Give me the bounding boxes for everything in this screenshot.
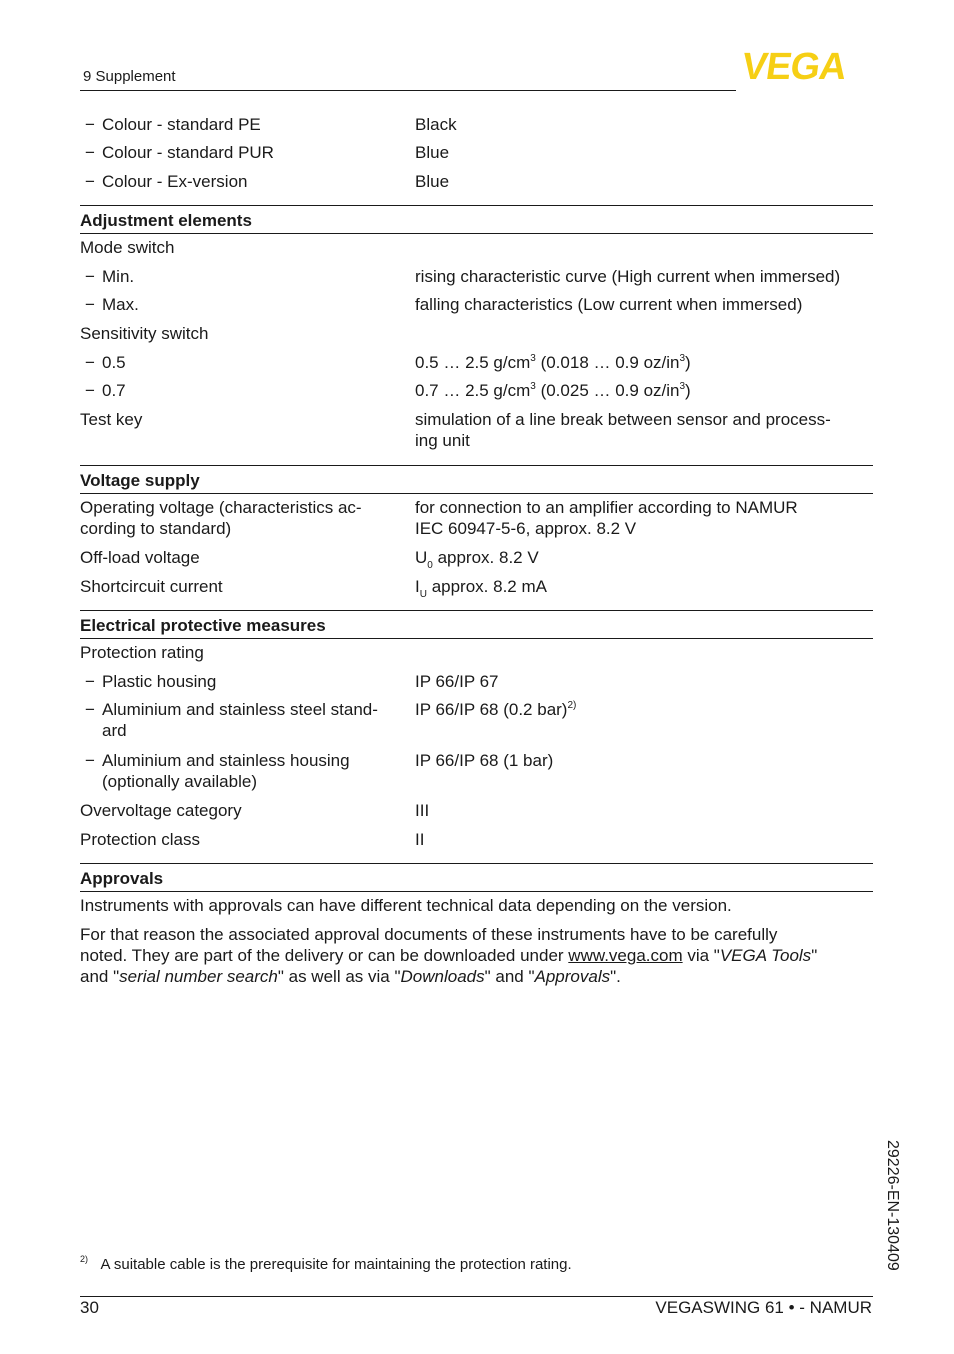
approvals-paragraph-2: For that reason the associated approval documents of these instruments have to be carefully noted. They are part of the delivery or can be downloaded under www.vega.com via "VEGA Tools" and "serial number search" as well as via "Downloads" and "Approvals". <box>80 925 818 986</box>
dash: − <box>85 381 95 400</box>
s05-label: 0.5 <box>102 353 126 372</box>
colour-ex-label: Colour - Ex-version <box>102 172 248 191</box>
overvoltage-value: III <box>415 801 430 820</box>
section-rule-top <box>80 205 873 206</box>
section-rule-bottom <box>80 638 873 639</box>
dash: − <box>85 295 95 314</box>
s05-value: 0.5 … 2.5 $g/cm^3$ (0.018 … 0.9 $oz/in^3$) <box>415 353 691 372</box>
dash: − <box>85 700 95 719</box>
offload-voltage-value: $U_0$ approx. 8.2 V <box>415 548 539 571</box>
approvals-paragraph-1: Instruments with approvals can have different technical data depending on the version. <box>80 896 732 915</box>
dash: − <box>85 267 95 286</box>
row-colour-pe <box>80 114 873 135</box>
colour-ex-value: Blue <box>415 172 450 191</box>
section-rule-top <box>80 610 873 611</box>
document-code: 29226-EN-130409 <box>884 1140 901 1271</box>
operating-voltage-label: Operating voltage (characteristics ac- cording to standard) <box>80 498 362 538</box>
dash: − <box>85 143 95 162</box>
s07-value: 0.7 … 2.5 $g/cm^3$ (0.025 … 0.9 $oz/in^3$) <box>415 381 691 400</box>
shortcircuit-label: Shortcircuit current <box>80 577 223 596</box>
dash: − <box>85 751 95 770</box>
protection-class-value: II <box>415 830 425 849</box>
row-alu-standard <box>80 699 873 741</box>
sensitivity-switch-label: Sensitivity switch <box>80 324 209 343</box>
dash: − <box>85 115 95 134</box>
section-adjustment-title: Adjustment elements <box>80 211 252 230</box>
protection-class-label: Protection class <box>80 830 200 849</box>
max-value: falling characteristics (Low current when immersed) <box>415 295 803 314</box>
section-title: 9 Supplement <box>83 68 176 85</box>
colour-pe-label: Colour - standard PE <box>102 115 261 134</box>
protection-rating-label: Protection rating <box>80 643 204 662</box>
max-label: Max. <box>102 295 139 314</box>
section-approvals-title: Approvals <box>80 869 164 888</box>
footnote-ref: 2) <box>567 700 577 711</box>
shortcircuit-value: $I_U$ approx. 8.2 mA <box>415 577 547 600</box>
footer-rule <box>80 1296 873 1297</box>
alu-standard-label: Aluminium and stainless steel stand- ard <box>102 700 378 740</box>
section-rule-top <box>80 863 873 864</box>
plastic-housing-label: Plastic housing <box>102 672 217 691</box>
colour-pur-value: Blue <box>415 143 450 162</box>
dash: − <box>85 672 95 691</box>
row-sensitivity-05 <box>80 352 873 373</box>
min-label: Min. <box>102 267 135 286</box>
row-min <box>80 266 873 287</box>
footnote-mark: 2) <box>80 1254 89 1264</box>
header-rule <box>80 90 736 91</box>
vega-logo-text: VEGA <box>739 46 849 88</box>
alu-standard-value: IP 66/IP 68 (0.2 bar)$^{2)}$ <box>415 700 577 719</box>
s07-label: 0.7 <box>102 381 126 400</box>
test-key-value: simulation of a line break between sensor and process- ing unit <box>415 410 831 450</box>
section-rule-bottom <box>80 891 873 892</box>
section-electrical-title: Electrical protective measures <box>80 616 326 635</box>
vega-website-link[interactable]: www.vega.com <box>568 946 683 965</box>
alu-optional-value: IP 66/IP 68 (1 bar) <box>415 751 554 770</box>
overvoltage-label: Overvoltage category <box>80 801 242 820</box>
row-plastic-housing <box>80 671 873 692</box>
row-colour-pur <box>80 142 873 163</box>
colour-pe-value: Black <box>415 115 457 134</box>
row-alu-optional <box>80 750 873 792</box>
footnote-text: A suitable cable is the prerequisite for maintaining the protection rating. <box>100 1256 572 1273</box>
section-rule-bottom <box>80 493 873 494</box>
footnote <box>80 1256 572 1273</box>
dash: − <box>85 172 95 191</box>
row-max <box>80 294 873 315</box>
vega-logo <box>739 46 872 88</box>
plastic-housing-value: IP 66/IP 67 <box>415 672 499 691</box>
colour-pur-label: Colour - standard PUR <box>102 143 274 162</box>
min-value: rising characteristic curve (High current when immersed) <box>415 267 841 286</box>
section-rule-bottom <box>80 233 873 234</box>
test-key-label: Test key <box>80 410 143 429</box>
alu-optional-label: Aluminium and stainless housing (optionally available) <box>102 751 350 791</box>
operating-voltage-value: for connection to an amplifier according to NAMUR IEC 60947-5-6, approx. 8.2 V <box>415 498 798 538</box>
page-number: 30 <box>80 1298 99 1317</box>
mode-switch-label: Mode switch <box>80 238 175 257</box>
section-voltage-title: Voltage supply <box>80 471 200 490</box>
dash: − <box>85 353 95 372</box>
row-colour-ex <box>80 171 873 192</box>
section-rule-top <box>80 465 873 466</box>
offload-voltage-label: Off-load voltage <box>80 548 200 567</box>
row-sensitivity-07 <box>80 380 873 401</box>
product-name: VEGASWING 61 • - NAMUR <box>655 1298 872 1317</box>
